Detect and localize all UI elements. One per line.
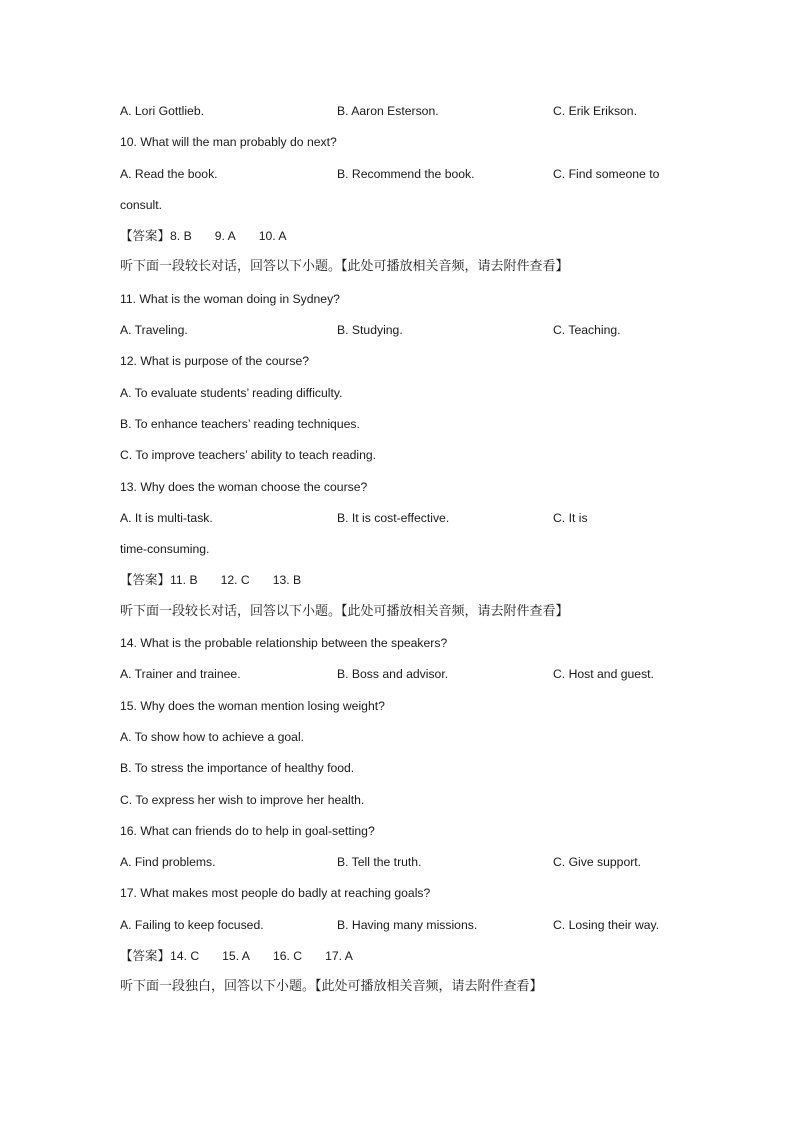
answer-item: 10. A — [258, 229, 287, 244]
q13-option-b: B. It is cost-effective. — [337, 510, 450, 525]
q17-options — [120, 914, 680, 945]
q11-option-c: C. Teaching. — [553, 323, 621, 338]
page-content — [120, 100, 680, 1008]
answer-item: 9. A — [214, 229, 236, 244]
q17-option-a: A. Failing to keep focused. — [120, 917, 264, 932]
q13-question: 13. Why does the woman choose the course? — [120, 479, 368, 494]
q14-option-c: C. Host and guest. — [553, 667, 654, 682]
q10-option-a: A. Read the book. — [120, 166, 218, 181]
q13-option-a: A. It is multi-task. — [120, 510, 213, 525]
q14-question: 14. What is the probable relationship between the speakers? — [120, 636, 448, 651]
q12-option-c: C. To improve teachers’ ability to teach reading. — [120, 448, 377, 463]
answer-item: 11. B — [170, 573, 198, 588]
q15-option-b: B. To stress the importance of healthy food. — [120, 761, 355, 776]
answer-item: 8. B — [170, 229, 192, 244]
q16-option-a: A. Find problems. — [120, 855, 216, 870]
answer-item: 15. A — [222, 949, 250, 964]
listening-instruction-1: 听下面一段较长对话，回答以下小题。【此处可播放相关音频，请去附件查看】 — [120, 259, 569, 275]
q14-option-a: A. Trainer and trainee. — [120, 667, 241, 682]
q9-option-b: B. Aaron Esterson. — [337, 104, 439, 118]
answer-key-11-13 — [120, 569, 680, 600]
q13-option-c-continued: time-consuming. — [120, 542, 210, 557]
q10-option-c-continued: consult. — [120, 197, 163, 212]
q15-question: 15. Why does the woman mention losing weight? — [120, 698, 385, 713]
answer-key-14-17 — [120, 945, 680, 976]
q16-option-c: C. Give support. — [553, 855, 642, 870]
answer-item: 14. C — [170, 949, 200, 964]
q15-option-c: C. To express her wish to improve her health. — [120, 792, 365, 807]
q9-option-c: C. Erik Erikson. — [553, 104, 637, 118]
q12-option-a: A. To evaluate students’ reading difficulty. — [120, 385, 343, 400]
listening-instruction-2: 听下面一段较长对话，回答以下小题。【此处可播放相关音频，请去附件查看】 — [120, 603, 569, 619]
q16-question: 16. What can friends do to help in goal-setting? — [120, 823, 375, 838]
q17-option-b: B. Having many missions. — [337, 917, 478, 932]
q15-option-a: A. To show how to achieve a goal. — [120, 729, 305, 744]
q11-option-a: A. Traveling. — [120, 323, 188, 338]
q11-question: 11. What is the woman doing in Sydney? — [120, 291, 340, 306]
q10-options — [120, 163, 680, 194]
answer-key-8-10 — [120, 225, 680, 256]
q10-question: 10. What will the man probably do next? — [120, 135, 337, 150]
q10-option-b: B. Recommend the book. — [337, 166, 475, 181]
q9-options — [120, 100, 680, 131]
answer-key-label: 【答案】 — [120, 228, 171, 244]
q14-option-b: B. Boss and advisor. — [337, 667, 449, 682]
q11-options — [120, 319, 680, 350]
q14-options — [120, 663, 680, 694]
q17-option-c: C. Losing their way. — [553, 917, 660, 932]
answer-key-label: 【答案】 — [120, 948, 171, 964]
answer-item: 13. B — [272, 573, 302, 588]
answer-key-label: 【答案】 — [120, 572, 171, 588]
answer-item: 17. A — [325, 949, 353, 964]
answer-item: 16. C — [272, 949, 303, 964]
q13-option-c: C. It is — [553, 510, 588, 525]
q13-options — [120, 507, 680, 538]
q16-options — [120, 851, 680, 882]
q12-option-b: B. To enhance teachers’ reading techniques. — [120, 416, 360, 431]
q11-option-b: B. Studying. — [337, 323, 403, 338]
answer-item: 12. C — [220, 573, 250, 588]
listening-instruction-3: 听下面一段独白，回答以下小题。【此处可播放相关音频，请去附件查看】 — [120, 979, 543, 995]
q10-option-c: C. Find someone to — [553, 166, 660, 181]
q16-option-b: B. Tell the truth. — [337, 855, 422, 870]
q9-option-a: A. Lori Gottlieb. — [120, 104, 204, 118]
q17-question: 17. What makes most people do badly at reaching goals? — [120, 886, 431, 901]
q12-question: 12. What is purpose of the course? — [120, 354, 310, 369]
